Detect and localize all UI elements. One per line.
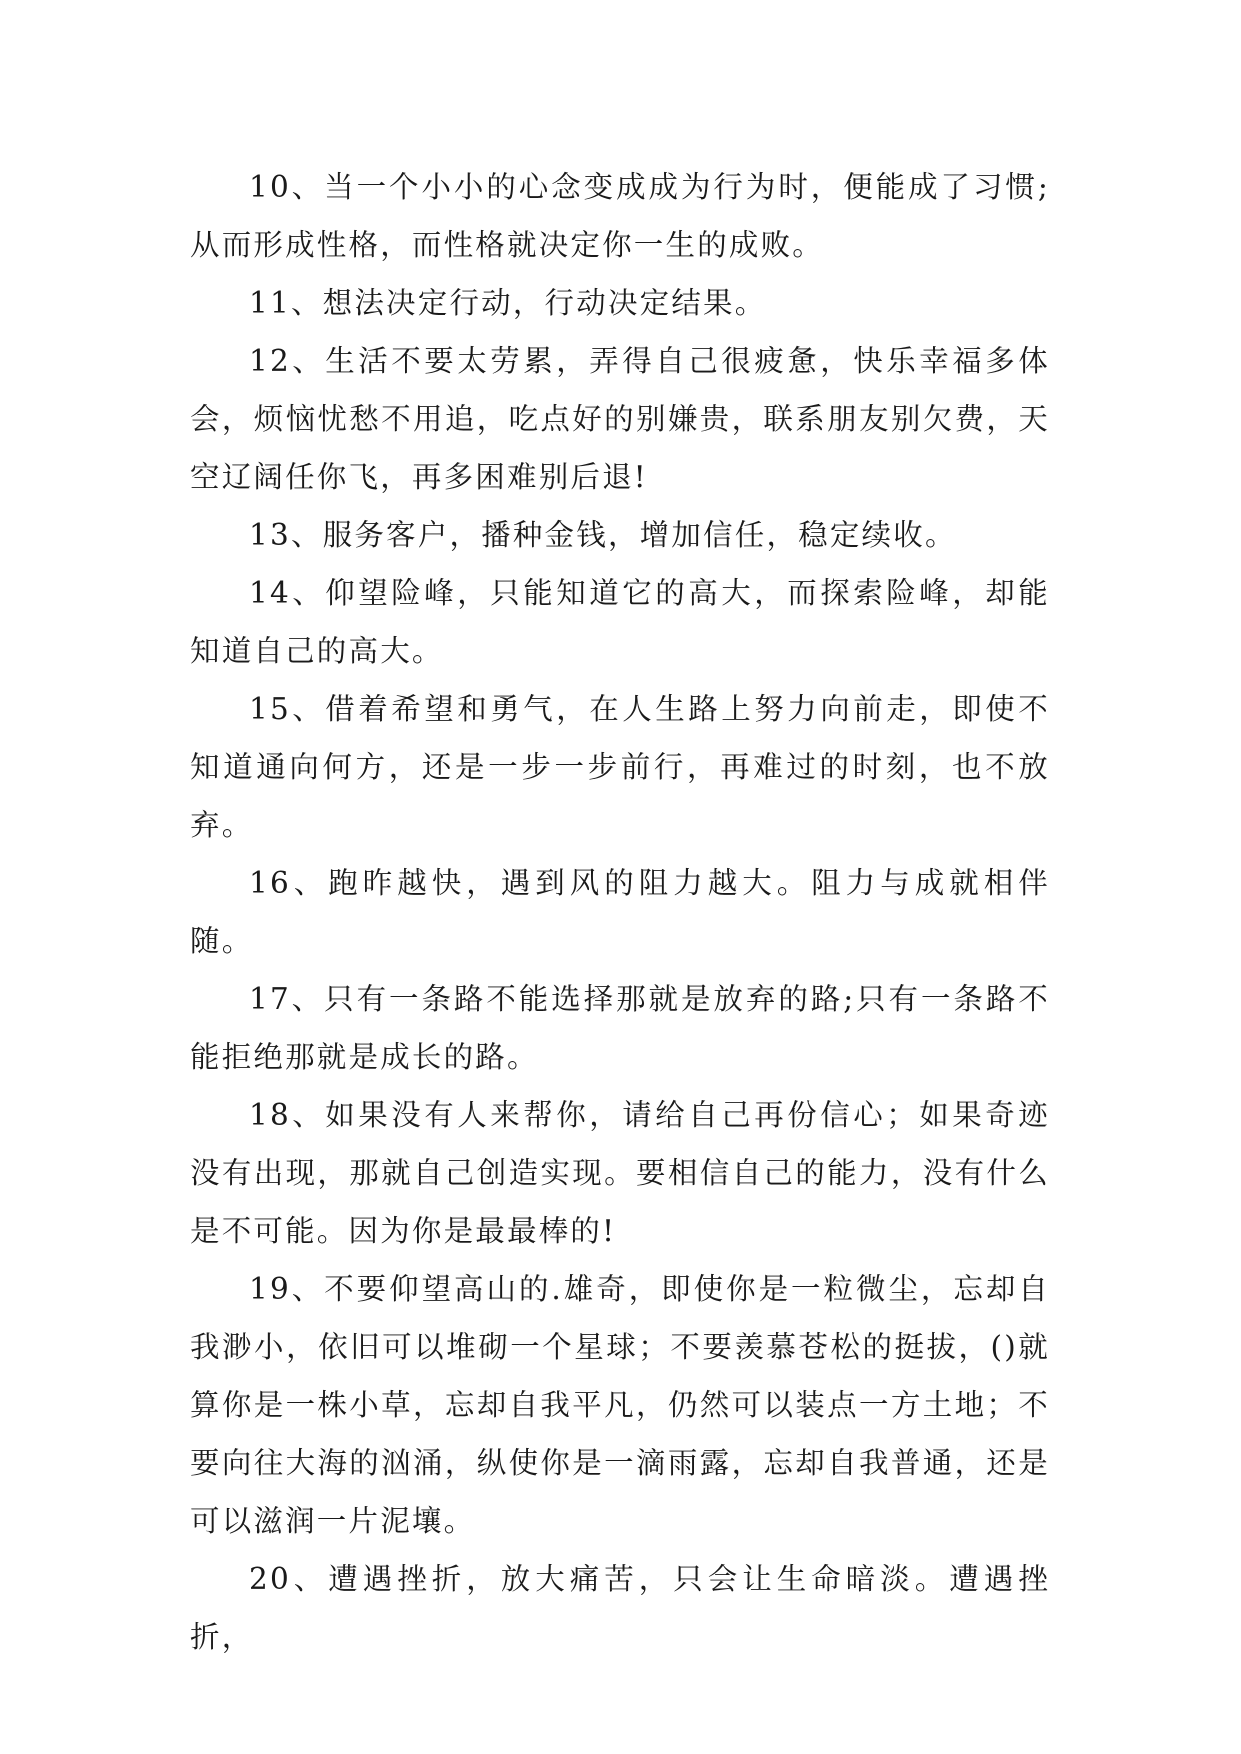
paragraph-13: 13、服务客户，播种金钱，增加信任，稳定续收。: [249, 518, 957, 552]
paragraph-18: 18、如果没有人来帮你，请给自己再份信心；如果奇迹没有出现，那就自己创造实现。要相信自己的能力，没有什么是不可能。因为你是最最棒的!: [190, 1098, 1050, 1248]
paragraph-10: 10、当一个小小的心念变成成为行为时，便能成了习惯;从而形成性格，而性格就决定你一生的成败。: [190, 170, 1050, 262]
paragraph-12: 12、生活不要太劳累，弄得自己很疲惫，快乐幸福多体会，烦恼忧愁不用追，吃点好的别嫌贵，联系朋友别欠费，天空辽阔任你飞，再多困难别后退!: [190, 344, 1050, 494]
document-body: [190, 158, 1050, 1666]
paragraph-20: 20、遭遇挫折，放大痛苦，只会让生命暗淡。遭遇挫折，: [190, 1562, 1050, 1654]
paragraph-15: 15、借着希望和勇气，在人生路上努力向前走，即使不知道通向何方，还是一步一步前行，再难过的时刻，也不放弃。: [190, 692, 1050, 842]
paragraph-16: 16、跑昨越快，遇到风的阻力越大。阻力与成就相伴随。: [190, 866, 1050, 958]
paragraph-17: 17、只有一条路不能选择那就是放弃的路;只有一条路不能拒绝那就是成长的路。: [190, 982, 1050, 1074]
paragraph-19: 19、不要仰望高山的.雄奇，即使你是一粒微尘，忘却自我渺小，依旧可以堆砌一个星球；不要羡慕苍松的挺拔，()就算你是一株小草，忘却自我平凡，仍然可以装点一方土地；不要向往大海的汹涌，纵使你是一滴雨露，忘却自我普通，还是可以滋润一片泥壤。: [190, 1272, 1050, 1538]
paragraph-14: 14、仰望险峰，只能知道它的高大，而探索险峰，却能知道自己的高大。: [190, 576, 1050, 668]
paragraph-11: 11、想法决定行动，行动决定结果。: [249, 286, 767, 320]
